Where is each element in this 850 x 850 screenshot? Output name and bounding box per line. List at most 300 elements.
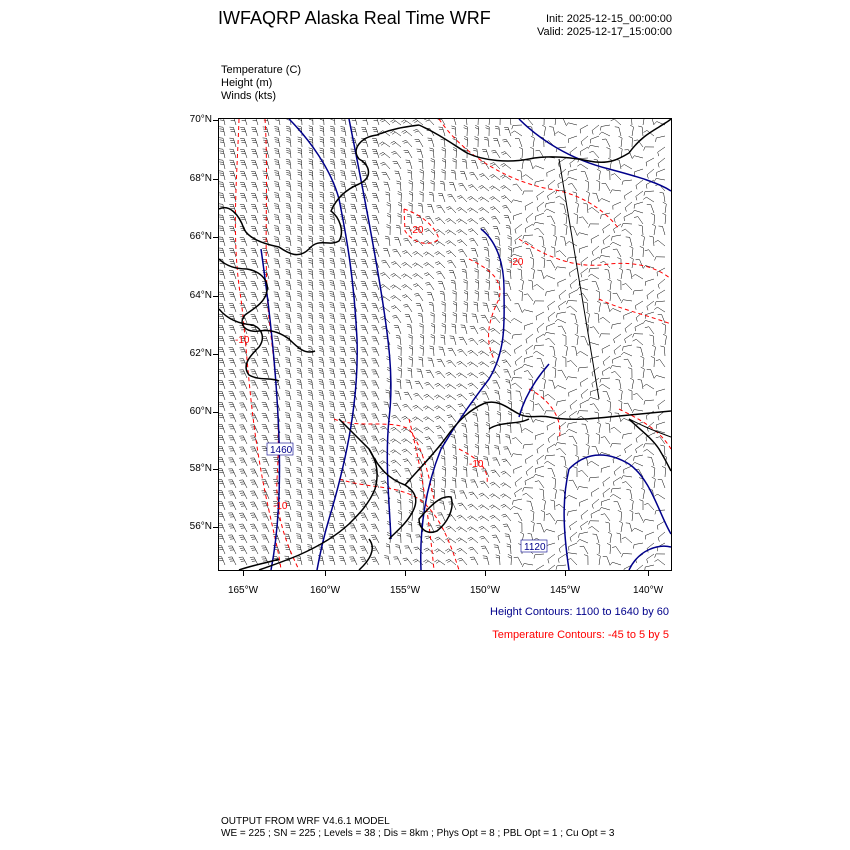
wind-barb — [420, 216, 423, 225]
wind-barb-flag — [380, 307, 383, 309]
wind-barb — [539, 481, 544, 488]
wind-barb-flag — [308, 470, 312, 471]
wind-barb-flag — [398, 194, 402, 196]
wind-barb-flag — [453, 291, 457, 293]
wind-barb — [562, 370, 566, 378]
wind-barb-flag — [548, 318, 549, 322]
wind-barb-flag — [467, 373, 470, 375]
wind-barb — [482, 362, 489, 367]
wind-barb-flag — [557, 402, 558, 406]
wind-barb-flag — [497, 422, 501, 424]
wind-barb-flag — [545, 411, 547, 415]
wind-barb-flag — [420, 194, 424, 196]
lat-label-66: 66°N — [189, 231, 212, 242]
wind-barb-flag — [275, 129, 279, 130]
wind-barb-flag — [610, 494, 613, 497]
wind-barb — [559, 543, 566, 549]
wind-barb-flag — [503, 153, 507, 155]
wind-barb-flag — [452, 128, 456, 129]
wind-barb-flag — [502, 514, 506, 515]
wind-barb — [493, 494, 500, 499]
wind-barb-flag — [309, 196, 313, 197]
wind-barb-flag — [619, 136, 623, 138]
wind-barb — [536, 334, 544, 339]
wind-barb-flag — [458, 539, 461, 541]
wind-barb-flag — [330, 318, 334, 319]
wind-barb — [455, 127, 456, 136]
wind-barb — [496, 458, 500, 466]
wind-barb — [433, 193, 434, 202]
wind-barb-flag — [274, 171, 278, 172]
wind-barb — [623, 433, 632, 435]
wind-barb-flag — [457, 349, 461, 350]
wind-barb — [444, 292, 445, 301]
wind-barb-flag — [286, 327, 290, 328]
lat-label-62: 62°N — [189, 348, 212, 359]
wind-barb-flag — [484, 137, 488, 138]
wind-barb-flag — [330, 250, 334, 251]
wind-barb-flag — [297, 304, 301, 305]
wind-barb — [642, 127, 643, 136]
wind-barb-flag — [387, 227, 391, 229]
wind-barb — [559, 301, 566, 306]
wind-barb-flag — [436, 538, 440, 540]
wind-barb-flag — [393, 417, 397, 418]
wind-barb — [409, 315, 412, 324]
wind-barb — [449, 395, 456, 400]
wind-barb-flag — [566, 377, 568, 380]
wind-barb-flag — [330, 239, 334, 240]
wind-barb — [526, 213, 533, 219]
wind-barb-flag — [419, 511, 423, 512]
wind-barb-flag — [657, 547, 658, 551]
wind-barb — [530, 249, 533, 257]
wind-barb-flag — [482, 317, 486, 318]
wind-barb — [612, 235, 621, 237]
wind-barb — [592, 526, 599, 532]
wind-barb-flag — [414, 418, 417, 420]
wind-barb-flag — [341, 186, 345, 187]
wind-barb — [601, 255, 610, 257]
wind-barb-flag — [287, 164, 291, 165]
wind-barb-flag — [308, 326, 312, 327]
wind-barb-flag — [330, 305, 334, 306]
wind-barb-flag — [633, 291, 634, 295]
wind-barb-flag — [309, 251, 313, 252]
wind-barb-flag — [603, 229, 604, 233]
wind-barb — [504, 317, 511, 323]
wind-barb-flag — [555, 319, 558, 322]
wind-barb-flag — [558, 370, 562, 371]
wind-barb-flag — [320, 152, 324, 153]
wind-barb-flag — [566, 495, 569, 498]
wind-barb-flag — [491, 330, 495, 332]
wind-barb-flag — [309, 271, 313, 272]
wind-barb-flag — [286, 197, 290, 198]
wind-barb-flag — [319, 412, 323, 413]
wind-barb-flag — [458, 404, 462, 405]
wind-barb-flag — [486, 282, 490, 284]
wind-barb-flag — [559, 306, 560, 310]
wind-barb-flag — [451, 126, 455, 127]
wind-barb-flag — [447, 231, 450, 233]
wind-barb-flag — [447, 406, 451, 408]
wind-barb-flag — [435, 416, 439, 418]
wind-barb-flag — [522, 364, 525, 367]
wind-barb-flag — [553, 488, 557, 490]
wind-barb-flag — [495, 126, 499, 127]
wind-barb-flag — [396, 227, 400, 228]
wind-barb-flag — [478, 351, 481, 353]
wind-barb-flag — [478, 505, 481, 507]
wind-barb-flag — [655, 511, 656, 515]
wind-barb-flag — [285, 437, 289, 438]
wind-barb — [449, 230, 456, 235]
wind-barb-flag — [308, 370, 312, 371]
wind-barb — [625, 202, 632, 208]
wind-barb-flag — [447, 374, 451, 376]
wind-barb-flag — [330, 426, 334, 427]
wind-barb-flag — [480, 363, 483, 365]
wind-barb-flag — [511, 200, 513, 203]
wind-barb — [493, 515, 500, 521]
wind-barb-flag — [464, 458, 468, 460]
wind-barb-flag — [569, 436, 573, 437]
wind-barb-flag — [319, 423, 323, 424]
wind-barb-flag — [600, 334, 602, 338]
wind-barb — [384, 273, 390, 280]
wind-barb-flag — [630, 125, 633, 127]
wind-barb-flag — [570, 285, 571, 289]
wind-barb-flag — [636, 439, 637, 443]
wind-barb-flag — [296, 501, 300, 502]
wind-barb-flag — [475, 269, 479, 271]
wind-barb — [524, 364, 533, 367]
wind-barb — [620, 380, 622, 389]
wind-barb-flag — [447, 242, 450, 244]
wind-barb-flag — [501, 152, 505, 154]
wind-barb-flag — [309, 295, 313, 296]
wind-barb-flag — [382, 428, 386, 429]
wind-barb-flag — [394, 405, 398, 406]
wind-barb-flag — [308, 379, 312, 380]
wind-barb-flag — [632, 156, 634, 159]
wind-barb — [541, 524, 544, 532]
wind-barb — [547, 422, 555, 426]
wind-barb-flag — [497, 414, 501, 416]
wind-barb-flag — [464, 125, 468, 127]
wind-barb-flag — [649, 236, 653, 237]
wind-barb-flag — [320, 185, 324, 186]
wind-barb — [466, 314, 467, 323]
wind-barb-flag — [418, 313, 422, 314]
wind-barb-flag — [404, 461, 408, 462]
wind-barb — [485, 546, 489, 554]
wind-barb — [603, 477, 610, 482]
wind-barb — [417, 284, 423, 290]
wind-barb — [626, 482, 632, 489]
wind-barb-flag — [441, 456, 445, 457]
wind-barb-flag — [274, 239, 278, 240]
wind-barb-flag — [320, 194, 324, 195]
wind-barb — [584, 546, 588, 554]
wind-barb — [482, 339, 489, 345]
wind-barb — [453, 271, 456, 280]
wind-barb — [423, 182, 424, 191]
wind-barb — [513, 454, 522, 455]
wind-barb-flag — [634, 140, 638, 141]
wind-barb — [494, 163, 500, 170]
wind-barb — [572, 184, 577, 192]
wind-barb-flag — [401, 439, 404, 441]
wind-barb-flag — [457, 240, 461, 242]
lat-label-60: 60°N — [189, 406, 212, 417]
wind-barb — [427, 417, 434, 422]
wind-barb — [494, 316, 500, 323]
wind-barb — [657, 169, 665, 172]
wind-barb-flag — [464, 447, 468, 449]
wind-barb-flag — [491, 495, 494, 497]
wind-barb-flag — [297, 260, 301, 261]
wind-barb — [601, 499, 610, 502]
wind-barb — [463, 491, 467, 499]
wind-barb-flag — [597, 301, 601, 303]
wind-barb-flag — [600, 261, 604, 262]
wind-barb — [496, 381, 500, 389]
wind-barb — [635, 301, 643, 306]
wind-barb — [653, 336, 654, 345]
wind-barb — [443, 501, 445, 510]
wind-barb — [466, 160, 467, 169]
wind-barb — [500, 413, 501, 422]
wind-barb — [538, 228, 544, 235]
wind-barb-flag — [548, 196, 549, 200]
wind-barb-flag — [596, 433, 600, 435]
wind-barb-flag — [614, 219, 615, 223]
wind-barb-flag — [308, 527, 312, 528]
wind-barb-flag — [608, 532, 612, 534]
wind-barb-flag — [320, 318, 324, 319]
wind-barb-flag — [309, 150, 313, 151]
wind-barb-flag — [484, 247, 488, 248]
wind-barb-flag — [387, 205, 391, 207]
wind-barb — [535, 474, 544, 477]
wind-barb-flag — [392, 143, 395, 145]
wind-barb-flag — [220, 230, 224, 231]
wind-barb-flag — [296, 434, 300, 435]
wind-barb-flag — [479, 526, 483, 528]
wind-barb-flag — [297, 505, 301, 506]
wind-barb — [498, 391, 500, 400]
wind-barb-flag — [418, 203, 422, 204]
wind-barb-flag — [409, 194, 413, 196]
wind-barb-flag — [318, 501, 322, 502]
wind-barb-flag — [329, 380, 333, 381]
wind-barb — [432, 138, 435, 147]
wind-barb-flag — [449, 196, 453, 197]
wind-barb-flag — [430, 500, 434, 501]
wind-barb-flag — [486, 126, 490, 128]
wind-barb-flag — [600, 127, 601, 131]
wind-barb-flag — [319, 415, 323, 416]
wind-barb-flag — [330, 285, 334, 286]
wind-barb-flag — [436, 385, 440, 387]
wind-barb-flag — [286, 349, 290, 350]
wind-barb-flag — [569, 273, 570, 277]
wind-barb — [483, 218, 489, 224]
wind-barb-flag — [501, 196, 505, 198]
wind-barb — [607, 392, 610, 400]
wind-barb — [555, 358, 556, 367]
wind-barb-flag — [555, 267, 557, 271]
wind-barb — [439, 262, 445, 268]
wind-barb-flag — [491, 517, 495, 519]
wind-barb — [554, 347, 555, 356]
wind-barb — [509, 380, 511, 389]
wind-barb — [547, 444, 555, 449]
wind-barb-flag — [391, 460, 395, 462]
wind-barb-flag — [286, 426, 290, 427]
wind-barb — [658, 532, 665, 538]
wind-barb — [471, 219, 478, 225]
wind-barb-flag — [426, 370, 430, 371]
wind-barb-flag — [490, 207, 494, 209]
wind-barb — [654, 479, 655, 488]
wind-barb — [390, 215, 391, 224]
wind-barb-flag — [341, 162, 345, 163]
wind-barb-flag — [297, 170, 301, 171]
wind-barb-flag — [407, 170, 411, 171]
wind-barb — [234, 119, 237, 125]
wind-barb-flag — [329, 457, 333, 458]
wind-barb-flag — [479, 339, 483, 341]
wind-barb — [647, 554, 654, 559]
wind-barb-flag — [409, 203, 413, 205]
wind-barb — [662, 315, 665, 323]
wind-barb-flag — [285, 457, 289, 458]
wind-barb — [594, 404, 599, 411]
wind-barb-flag — [330, 126, 334, 127]
wind-barb-flag — [581, 395, 582, 399]
wind-barb — [616, 547, 621, 554]
wind-barb-flag — [646, 162, 647, 166]
wind-barb-flag — [431, 161, 435, 163]
wind-barb-flag — [286, 203, 290, 204]
wind-barb-flag — [319, 291, 323, 292]
wind-barb-flag — [588, 461, 591, 463]
wind-barb — [515, 477, 522, 483]
wind-barb — [618, 502, 621, 510]
wind-barb-flag — [625, 208, 626, 212]
wind-barb-flag — [308, 269, 312, 270]
wind-barb — [593, 151, 599, 158]
wind-barb-flag — [297, 214, 301, 215]
wind-barb-flag — [490, 361, 494, 363]
wind-barb — [535, 433, 544, 436]
wind-barb — [619, 127, 621, 136]
wind-barb-flag — [500, 175, 503, 177]
wind-barb-flag — [275, 151, 279, 152]
wind-barb-flag — [341, 140, 345, 141]
wind-barb-flag — [395, 545, 399, 546]
wind-barb-flag — [340, 259, 344, 260]
wind-barb — [519, 139, 522, 148]
wind-barb-flag — [220, 175, 224, 176]
wind-barb-flag — [393, 161, 397, 162]
wind-barb-flag — [630, 510, 634, 512]
wind-barb — [536, 351, 544, 356]
wind-barb-flag — [474, 302, 478, 303]
wind-barb-flag — [581, 273, 582, 277]
wind-barb-flag — [286, 208, 290, 209]
lat-label-68: 68°N — [189, 173, 212, 184]
wind-barb — [601, 508, 610, 511]
wind-barb-flag — [644, 130, 647, 132]
wind-barb-flag — [539, 236, 543, 237]
wind-barb — [566, 215, 567, 224]
wind-barb — [581, 521, 588, 526]
wind-barb-flag — [286, 439, 290, 440]
wind-barb — [526, 466, 533, 472]
wind-barb-flag — [390, 285, 393, 287]
wind-barb-flag — [539, 390, 543, 391]
wind-barb — [625, 334, 632, 339]
wind-barb-flag — [380, 273, 384, 275]
wind-barb — [543, 490, 544, 499]
wind-barb — [558, 433, 566, 437]
wind-barb — [634, 210, 643, 213]
wind-barb-flag — [511, 318, 514, 321]
wind-barb-flag — [453, 159, 457, 161]
wind-barb — [515, 488, 522, 493]
wind-barb-flag — [340, 171, 344, 172]
wind-barb-flag — [414, 293, 418, 294]
wind-barb-flag — [503, 197, 507, 199]
wind-barb — [430, 370, 434, 378]
wind-barb-flag — [657, 272, 658, 276]
wind-barb-flag — [502, 351, 506, 353]
wind-barb-flag — [479, 327, 483, 328]
wind-barb-flag — [549, 127, 553, 128]
wind-barb — [493, 328, 500, 334]
wind-barb — [449, 384, 456, 389]
wind-barb — [514, 506, 522, 510]
wind-barb-flag — [486, 258, 490, 260]
wind-barb-flag — [309, 161, 313, 162]
wind-barb-flag — [597, 422, 601, 424]
wind-barb — [547, 209, 555, 213]
wind-barb-flag — [320, 274, 324, 275]
wind-barb-flag — [446, 405, 450, 407]
wind-barb-flag — [406, 534, 410, 535]
wind-barb-flag — [390, 450, 393, 452]
wind-barb — [637, 393, 643, 400]
wind-barb-flag — [580, 383, 581, 387]
wind-barb-flag — [309, 227, 313, 228]
wind-barb — [626, 284, 632, 291]
wind-barb-flag — [589, 224, 591, 228]
wind-barb — [451, 260, 456, 268]
wind-barb-flag — [319, 505, 323, 506]
wind-barb-flag — [623, 347, 624, 351]
wind-barb-flag — [489, 505, 492, 507]
wind-barb-flag — [628, 368, 632, 369]
wind-barb-flag — [318, 457, 322, 458]
wind-barb-flag — [319, 437, 323, 438]
wind-barb-flag — [286, 225, 290, 226]
wind-barb-flag — [402, 130, 405, 132]
wind-barb-flag — [297, 280, 301, 281]
